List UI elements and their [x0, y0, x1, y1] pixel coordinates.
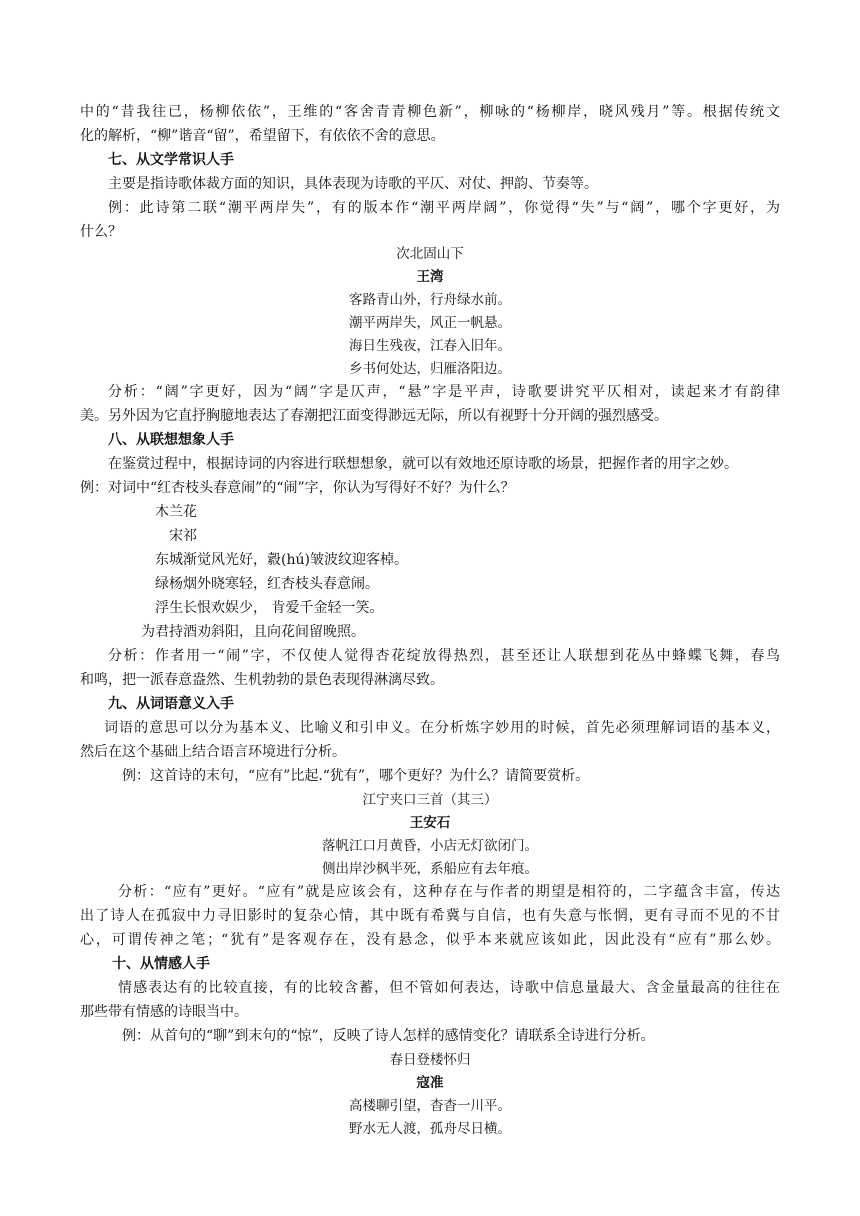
- paragraph-line: 美。另外因为它直抒胸臆地表达了春潮把江面变得渺远无际，所以有视野十分开阔的强烈感受。: [80, 408, 668, 424]
- paragraph-line: 例：这首诗的末句，“应有”比起.“犹有”，哪个更好？为什么？请简要赏析。: [122, 768, 590, 784]
- paragraph-line: 和鸣，把一派春意盎然、生机勃勃的景色表现得淋漓尽致。: [80, 672, 444, 688]
- poem-line: 潮平两岸失，风正一帆悬。: [349, 315, 511, 331]
- poem-author: 宋祁: [169, 528, 197, 544]
- section-heading-10: 十、从情感人手: [112, 956, 210, 972]
- poem-title: 江宁夹口三首（其三）: [362, 792, 498, 808]
- paragraph-line: 中的“昔我往已，杨柳依依”，王维的“客舍青青柳色新”，柳咏的“杨柳岸，晓风残月”等。根据传统文: [80, 104, 780, 120]
- poem-line: 野水无人渡，孤舟尽日横。: [349, 1121, 511, 1137]
- poem-line: 海日生残夜，江春入旧年。: [349, 338, 511, 354]
- poem-title: 春日登楼怀归: [389, 1052, 471, 1068]
- paragraph-line: 那些带有情感的诗眼当中。: [80, 1004, 248, 1020]
- poem-author: 王安石: [409, 815, 451, 831]
- poem-line: 侧出岸沙枫半死，系船应有去年痕。: [322, 861, 538, 877]
- poem-line: 客路青山外，行舟绿水前。: [349, 292, 511, 308]
- poem-title: 木兰花: [155, 504, 197, 520]
- paragraph-line: 例：从首句的“聊”到末句的“惊”，反映了诗人怎样的感情变化？请联系全诗进行分析。: [122, 1028, 655, 1044]
- poem-line: 乡书何处达，归雁洛阳边。: [349, 361, 511, 377]
- poem-line: 绿杨烟外晓寒轻，红杏枝头春意闹。: [155, 576, 379, 592]
- paragraph-line: 化的解析，“柳”谐音“留”，希望留下，有依依不舍的意思。: [80, 128, 445, 144]
- poem-line: 高楼聊引望，杳杳一川平。: [349, 1098, 511, 1114]
- poem-line: 为君持酒劝斜阳，且向花间留晚照。: [141, 624, 365, 640]
- paragraph-line: 在鉴赏过程中，根据诗词的内容进行联想想象，就可以有效地还原诗歌的场景，把握作者的用字之妙。: [108, 456, 738, 472]
- paragraph-line: 出了诗人在孤寂中力寻旧影时的复杂心情，其中既有希冀与自信，也有失意与怅惘，更有寻而不见的不甘: [80, 908, 780, 924]
- paragraph-line: 分析：作者用一“闹”字，不仅使人觉得杏花绽放得热烈，甚至还让人联想到花丛中蜂蝶飞舞，春鸟: [108, 648, 780, 664]
- poem-author: 寇准: [416, 1075, 444, 1091]
- paragraph-line: 例：对词中“红杏枝头春意闹”的“闹”字，你认为写得好不好？为什么？: [80, 480, 515, 496]
- paragraph-line: 什么？: [80, 224, 122, 240]
- paragraph-line: 心，可谓传神之笔；“犹有”是客观存在，没有悬念，似乎本来就应该如此，因此没有“应有”那么妙。: [80, 932, 780, 948]
- poem-line: 浮生长恨欢娱少， 肯爱千金轻一笑。: [155, 600, 384, 616]
- poem-line: 落帆江口月黄昏，小店无灯欲闭门。: [322, 838, 538, 854]
- poem-author: 王湾: [416, 269, 444, 285]
- section-heading-8: 八、从联想想象人手: [108, 432, 234, 448]
- poem-title: 次北固山下: [396, 246, 464, 262]
- paragraph-line: 例：此诗第二联“潮平两岸失”，有的版本作“潮平两岸阔”，你觉得“失”与“阔”，哪个字更好，为: [108, 200, 780, 216]
- poem-line: 东城渐觉风光好，縠(hú)皱波纹迎客棹。: [155, 552, 408, 568]
- paragraph-line: 情感表达有的比较直接，有的比较含蓄，但不管如何表达，诗歌中信息量最大、含金量最高的往往在: [118, 980, 780, 996]
- paragraph-line: 主要是指诗歌体裁方面的知识，具体表现为诗歌的平仄、对仗、押韵、节奏等。: [108, 176, 598, 192]
- section-heading-9: 九、从词语意义入手: [108, 696, 234, 712]
- paragraph-line: 分析：“应有”更好。“应有”就是应该会有，这种存在与作者的期望是相符的，二字蕴含丰富，传达: [118, 884, 780, 900]
- paragraph-line: 分析：“阔”字更好，因为“阔”字是仄声，“悬”字是平声，诗歌要讲究平仄相对，读起来才有韵律: [108, 384, 780, 400]
- section-heading-7: 七、从文学常识人手: [108, 152, 234, 168]
- paragraph-line: 然后在这个基础上结合语言环境进行分析。: [80, 744, 346, 760]
- paragraph-line: 词语的意思可以分为基本义、比喻义和引申义。在分析炼字妙用的时候，首先必须理解词语的基本义，: [104, 720, 780, 736]
